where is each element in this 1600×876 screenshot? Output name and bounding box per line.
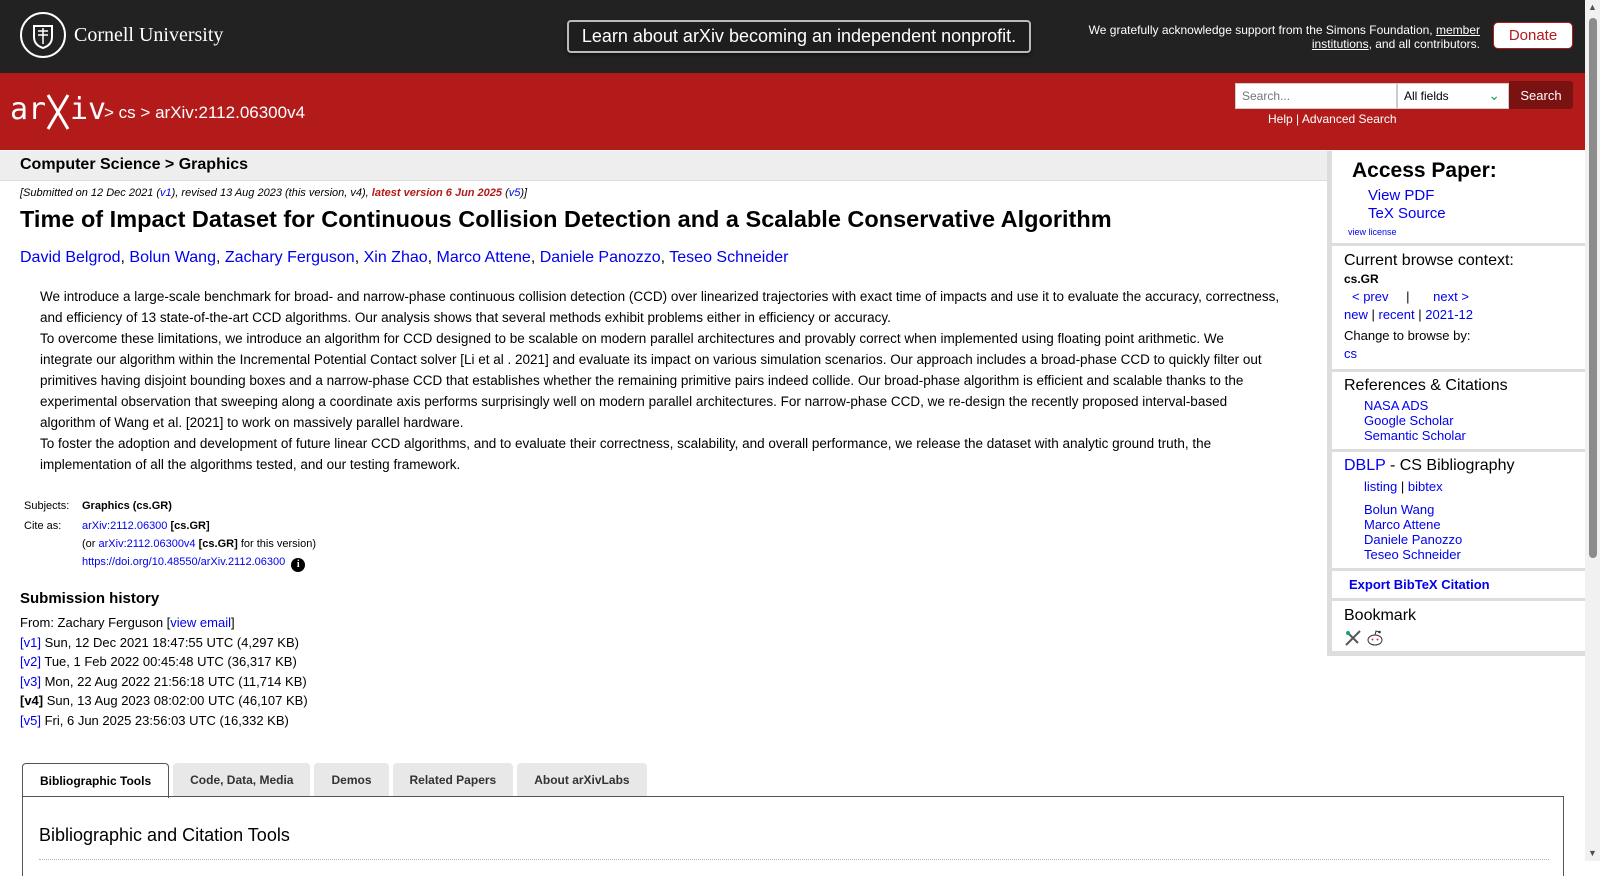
version-date: Sun, 13 Aug 2023 08:02:00 UTC (46,107 KB) <box>46 693 308 708</box>
separator: | <box>1296 112 1300 126</box>
tab-code-data-media[interactable]: Code, Data, Media <box>173 763 310 796</box>
donate-button[interactable]: Donate <box>1493 22 1573 49</box>
version-row <box>20 652 308 672</box>
support-text-pre: We gratefully acknowledge support from the Simons Foundation, <box>1088 23 1433 37</box>
doi-link[interactable]: https://doi.org/10.48550/arXiv.2112.06300 <box>82 556 286 568</box>
cite-category: [cs.GR] <box>170 520 210 532</box>
breadcrumb-sep: > <box>104 103 114 122</box>
support-text <box>1060 23 1480 51</box>
version-date: Fri, 6 Jun 2025 23:56:03 UTC (16,332 KB) <box>44 712 289 728</box>
author-link[interactable]: Marco Attene <box>436 249 531 266</box>
bookmark-section <box>1332 601 1585 658</box>
author-link[interactable]: David Belgrod <box>20 249 121 266</box>
access-paper-title: Access Paper: <box>1352 159 1497 182</box>
info-icon[interactable]: i <box>291 558 305 572</box>
v1-link[interactable]: v1 <box>160 187 172 199</box>
abstract <box>40 286 1280 475</box>
google-scholar-link[interactable]: Google Scholar <box>1364 413 1454 428</box>
export-section <box>1332 571 1585 601</box>
search-input[interactable] <box>1235 83 1397 109</box>
author-separator: , <box>660 249 670 266</box>
version-row <box>20 633 308 653</box>
svg-text:ar: ar <box>10 92 47 127</box>
paper-title: Time of Impact Dataset for Continuous Collision Detection and a Scalable Conservative Algorithm <box>20 206 1112 232</box>
view-email-link[interactable]: view email <box>170 615 231 630</box>
author-link[interactable]: Zachary Ferguson <box>224 249 355 266</box>
view-pdf-link[interactable]: View PDF <box>1368 187 1435 204</box>
chevron-down-icon: ⌄ <box>1488 87 1500 103</box>
submission-history-title: Submission history <box>20 590 160 607</box>
access-paper-section <box>1332 151 1585 246</box>
search-links <box>1268 112 1397 126</box>
version-link[interactable]: [v3] <box>20 673 41 689</box>
submission-dateline <box>20 187 527 199</box>
dblp-author-link[interactable]: Marco Attene <box>1364 517 1441 532</box>
dblp-link[interactable]: DBLP <box>1344 457 1386 474</box>
latest-version: latest version 6 Jun 2025 <box>371 187 503 199</box>
bookmark-title: Bookmark <box>1344 607 1417 624</box>
version-date: Mon, 22 Aug 2022 21:56:18 UTC (11,714 KB) <box>44 673 307 689</box>
export-bibtex-link[interactable]: Export BibTeX Citation <box>1349 577 1490 592</box>
tab-about-arxivlabs[interactable]: About arXivLabs <box>517 763 646 796</box>
breadcrumb-paper-id: arXiv:2112.06300v4 <box>155 103 306 122</box>
submission-history <box>20 613 308 730</box>
cornell-name: Cornell University <box>74 23 224 46</box>
view-license-link[interactable]: view license <box>1348 227 1397 237</box>
author-separator: , <box>427 249 437 266</box>
dblp-section <box>1332 452 1585 571</box>
dateline-text: ( <box>502 187 509 199</box>
dateline-text: )] <box>520 187 528 199</box>
tab-related-papers[interactable]: Related Papers <box>393 763 514 796</box>
breadcrumb <box>104 103 305 123</box>
tex-source-link[interactable]: TeX Source <box>1368 205 1446 222</box>
from-line <box>20 613 308 633</box>
scroll-up-icon[interactable]: ▲ <box>1588 2 1597 12</box>
listing-link[interactable]: listing <box>1364 479 1398 494</box>
references-title: References & Citations <box>1344 377 1508 394</box>
labs-tabs <box>22 763 651 798</box>
version-date: Tue, 1 Feb 2022 00:45:48 UTC (36,317 KB) <box>44 654 297 669</box>
month-link[interactable]: 2021-12 <box>1425 307 1473 322</box>
dblp-author-link[interactable]: Teseo Schneider <box>1364 547 1461 562</box>
recent-link[interactable]: recent <box>1378 307 1415 322</box>
change-browse-label: Change to browse by: <box>1344 328 1471 343</box>
cite-version-link[interactable]: arXiv:2112.06300v4 <box>98 538 196 550</box>
abstract-paragraph: To foster the adoption and development of future linear CCD algorithms, and to evaluate their correctness, scalability, and overall performance, we release the dataset with analytic ground truth, the implementation of all the algorithms tested, and our testing framework. <box>40 436 1212 472</box>
prev-link[interactable]: < prev <box>1352 289 1389 304</box>
author-separator: , <box>354 249 364 266</box>
author-separator: , <box>215 249 225 266</box>
top-bar <box>0 0 1600 73</box>
cornell-logo[interactable] <box>20 12 223 58</box>
sidebar <box>1327 151 1585 656</box>
tool-panel-title: Bibliographic and Citation Tools <box>39 825 290 845</box>
cite-id-link[interactable]: arXiv:2112.06300 <box>82 520 168 532</box>
from-text: From: Zachary Ferguson [ <box>20 615 171 630</box>
cite-category: [cs.GR] <box>198 538 238 550</box>
version-row <box>20 711 308 731</box>
tab-bibliographic-tools[interactable]: Bibliographic Tools <box>22 763 169 798</box>
version-link[interactable]: [v5] <box>20 712 41 728</box>
browse-context-section <box>1332 246 1585 372</box>
references-section <box>1332 372 1585 452</box>
author-link[interactable]: Bolun Wang <box>129 249 216 266</box>
version-row <box>20 691 308 711</box>
version-link[interactable]: [v1] <box>20 634 41 650</box>
reddit-icon[interactable] <box>1366 629 1384 652</box>
cornell-seal-icon <box>20 12 66 58</box>
author-link[interactable]: Teseo Schneider <box>669 249 789 266</box>
help-link[interactable]: Help <box>1268 112 1293 126</box>
support-text-post: , and all contributors. <box>1368 37 1480 51</box>
new-link[interactable]: new <box>1344 307 1368 322</box>
browse-context-title: Current browse context: <box>1344 252 1514 269</box>
semantic-scholar-link[interactable]: Semantic Scholar <box>1364 428 1466 443</box>
dblp-author-link[interactable]: Daniele Panozzo <box>1364 532 1463 547</box>
svg-text:iv: iv <box>70 92 107 127</box>
breadcrumb-cs[interactable]: cs <box>118 103 136 122</box>
version-date: Sun, 12 Dec 2021 18:47:55 UTC (4,297 KB) <box>44 634 299 650</box>
cite-version-note: for this version) <box>240 538 317 550</box>
author-list <box>20 249 788 267</box>
breadcrumb-sep: > <box>140 103 151 122</box>
advanced-search-link[interactable]: Advanced Search <box>1301 112 1397 126</box>
dateline-text: ), revised 13 Aug 2023 (this version, v4), <box>171 187 372 199</box>
metadata-table <box>22 498 318 580</box>
separator: | <box>1418 307 1422 322</box>
bibtex-link[interactable]: bibtex <box>1407 479 1443 494</box>
current-version: [v4] <box>20 693 44 708</box>
dblp-author-link[interactable]: Bolun Wang <box>1364 502 1435 517</box>
member-institutions-link[interactable]: member institutions <box>1311 23 1480 51</box>
dblp-title: - CS Bibliography <box>1385 457 1515 474</box>
abstract-paragraph: To overcome these limitations, we introduce an algorithm for CCD designed to be scalable on modern parallel architectures and provably correct when implemented using floating point arithmetic. We integrate our algorithm within the Incremental Potential Contact solver [Li et al . 2021] and evaluate its impact on various simulation scenarios. Our approach includes a broad-phase CCD to quickly filter out primitives having disjoint bounding boxes and a narrow-phase CCD that establishes whether the remaining primitive pairs indeed collide. Our broad-phase algorithm is efficient and scalable thanks to the experimental observation that sweeping along a coordinate axis performs surprisingly well on modern parallel architectures. For narrow-phase CCD, we re-design the recently proposed interval-based algorithm of Wang et al. [2021] to work on massively parallel hardware. <box>40 331 1262 430</box>
arxiv-logo[interactable] <box>10 91 107 136</box>
separator: | <box>1406 289 1410 304</box>
search-button[interactable]: Search <box>1509 81 1573 109</box>
tool-panel <box>22 796 1564 876</box>
field-select[interactable] <box>1397 83 1509 109</box>
browse-cs-link[interactable]: cs <box>1344 346 1357 361</box>
nasa-ads-link[interactable]: NASA ADS <box>1364 398 1429 413</box>
divider <box>39 859 1549 860</box>
nonprofit-banner-button[interactable]: Learn about arXiv becoming an independent nonprofit. <box>567 20 1031 53</box>
author-link[interactable]: Xin Zhao <box>363 249 428 266</box>
browse-context-value: cs.GR <box>1344 272 1379 286</box>
cite-or-text: (or <box>82 538 96 550</box>
field-select-value: All fields <box>1404 89 1449 103</box>
v5-link[interactable]: v5 <box>508 187 521 199</box>
bibsonomy-icon[interactable] <box>1344 629 1362 652</box>
version-row <box>20 672 308 692</box>
next-link[interactable]: next > <box>1433 289 1469 304</box>
separator: | <box>1371 307 1375 322</box>
author-link[interactable]: Daniele Panozzo <box>539 249 661 266</box>
separator: | <box>1400 479 1405 494</box>
cite-label: Cite as: <box>24 520 62 532</box>
scroll-down-icon[interactable]: ▼ <box>1588 848 1597 858</box>
author-separator: , <box>120 249 130 266</box>
from-text: ] <box>230 615 235 630</box>
author-separator: , <box>530 249 540 266</box>
dateline-text: [Submitted on 12 Dec 2021 ( <box>20 187 161 199</box>
abstract-paragraph: We introduce a large-scale benchmark for broad- and narrow-phase continuous collision detection (CCD) over linearized trajectories with exact time of impacts and use it to evaluate the accuracy, correctness, and efficiency of 13 state-of-the-art CCD algorithms. Our analysis shows that several methods exhibit problems either in efficiency or accuracy. <box>40 289 1280 325</box>
subjects-label: Subjects: <box>24 500 70 512</box>
subjects-value: Graphics (cs.GR) <box>82 500 172 512</box>
version-link[interactable]: [v2] <box>20 654 41 669</box>
category-header: Computer Science > Graphics <box>0 151 1327 181</box>
scrollbar-thumb[interactable] <box>1589 18 1597 558</box>
page-scrollbar[interactable] <box>1585 0 1600 861</box>
tab-demos[interactable]: Demos <box>314 763 388 796</box>
arxiv-header <box>0 73 1585 150</box>
